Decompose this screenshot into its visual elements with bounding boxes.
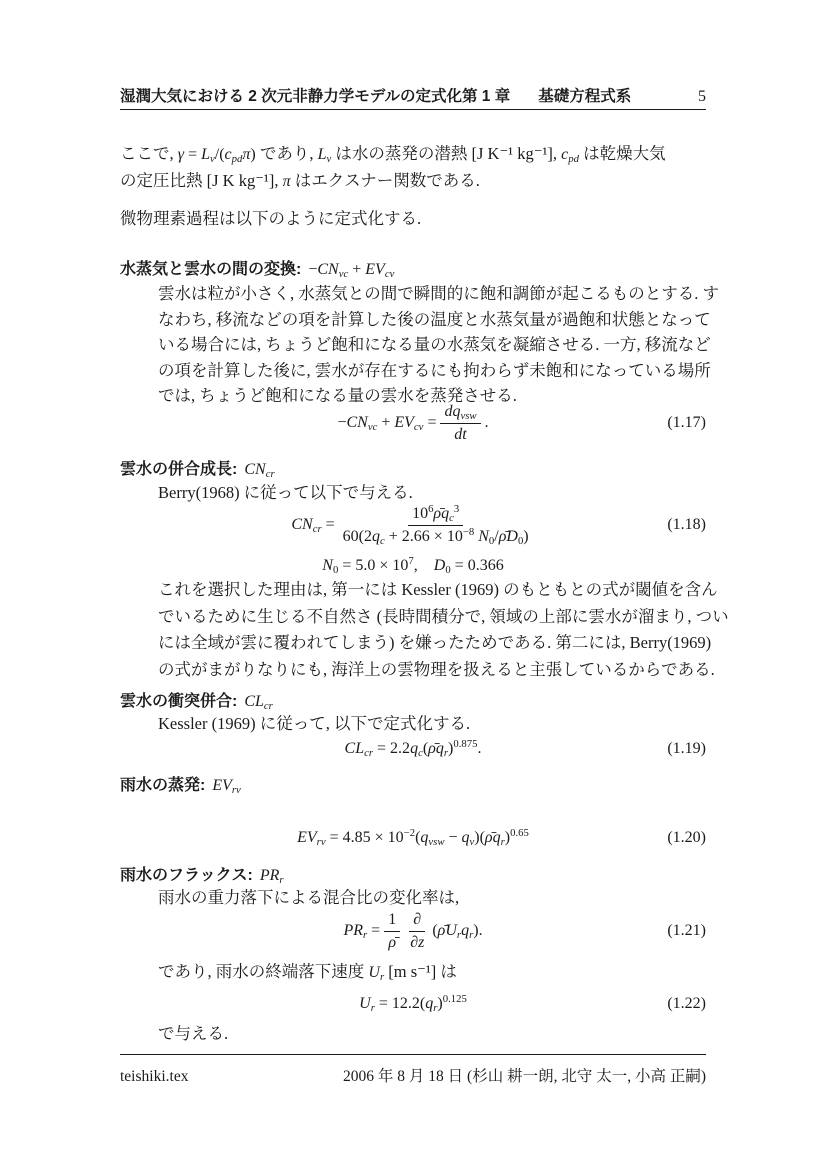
fraction-numerator: $dq_{vsw}$ [440, 402, 480, 423]
paragraph-line [158, 959, 706, 986]
equation-expression: $EV_{rv} = 4.85 \times 10^{-2}(q_{vsw}$ − $q_v)(\rhōq_r)^{0.65}$ [297, 826, 529, 849]
equation-tag: (1.19) [667, 740, 706, 757]
text-run: [m s⁻¹] は [384, 962, 457, 981]
equation-body [120, 908, 706, 954]
equation-constants: $N_0 = 5.0 \times 10^7$, $D_0 = 0.366$ [322, 554, 504, 576]
fraction-numerator: 1 [384, 910, 400, 931]
section-heading-rain-flux [120, 862, 706, 885]
section-heading-label: 雲水の衝突併合: [120, 693, 238, 710]
fraction [384, 910, 400, 951]
equation-tag: (1.20) [667, 829, 706, 846]
paragraph-line: の項を計算した後に, 雲水が存在するにも拘わらず未飽和になっている場所 [158, 360, 711, 380]
paragraph-line: なわち, 移流などの項を計算した後の温度と水蒸気量が過飽和状態となって [158, 309, 711, 329]
text-run: であり, [255, 144, 318, 163]
footer-date-authors: 2006 年 8 月 18 日 (杉山 耕一朗, 北守 太一, 小高 正嗣) [343, 1068, 706, 1085]
section-heading-vapor-cloud-conversion [120, 256, 706, 279]
paragraph-line: では, ちょうど飽和になる量の雲水を蒸発させる. [158, 386, 517, 405]
equation-tag: (1.18) [667, 516, 706, 533]
paragraph-line: Berry(1968) に従って以下で与える. [158, 483, 413, 502]
section-heading-collision-coalescence [120, 688, 706, 711]
equation-body [120, 736, 706, 762]
section5-closing-line [158, 1021, 706, 1047]
section-heading-rain-evaporation [120, 772, 706, 795]
equation-1-22 [120, 991, 706, 1017]
section-heading-label: 水蒸気と雲水の間の変換: [120, 261, 302, 278]
equation-1-19 [120, 736, 706, 762]
paragraph-line [120, 141, 706, 168]
section-heading-cloud-coalescence [120, 456, 706, 479]
section2-body [158, 577, 729, 683]
paragraph-line: Kessler (1969) に従って, 以下で定式化する. [158, 714, 471, 733]
fraction-denominator: $60(2q_c + 2.66 \times 10^{-8}$ $N_0/\rhōD_0$) [342, 525, 529, 547]
page-header [120, 84, 706, 110]
paragraph-line: これを選択した理由は, 第一には Kessler (1969) のもともとの式が閾値を含ん [158, 580, 718, 599]
fraction-numerator: $10^6\rhōq_c^3$ [408, 504, 463, 525]
equation-expression: $CL_{cr}$ = $2.2q_c(\rhōq_r)^{0.875}$. [344, 737, 482, 760]
text-run: は乾燥大気 [578, 144, 666, 163]
equation-tag: (1.22) [667, 995, 706, 1012]
fraction [440, 402, 480, 443]
fraction-denominator: dt [454, 425, 467, 443]
equation-body [120, 825, 706, 851]
paragraph-line: 微物理素過程は以下のように定式化する. [120, 209, 422, 228]
paragraph-line: の式がまがりなりにも, 海洋上の雲物理を扱えると主張しているからである. [158, 659, 715, 679]
section5-intro [158, 885, 706, 911]
math-run: $c_{pd}$ [561, 146, 579, 166]
equation-body [120, 991, 706, 1017]
section5-mid-line [158, 959, 706, 986]
running-title: 湿潤大気における 2 次元非静力学モデルの定式化第 1 章 [120, 88, 511, 105]
paragraph-line: 雲水は粒が小さく, 水蒸気との間で瞬間的に飽和調節が起こるものとする. す [158, 284, 719, 303]
equation-lhs: $-CN_{vc} + EV_{cv}$ = [337, 414, 437, 434]
paragraph-line: には全域が雲に覆われてしまう) を嫌ったためである. 第二には, Berry(1969) [158, 633, 712, 652]
section-heading-label: 雲水の併合成長: [120, 461, 238, 478]
intro-paragraph [120, 141, 706, 194]
fraction [406, 910, 428, 951]
paragraph-line: で与える. [158, 1024, 229, 1043]
equation-body [120, 499, 706, 551]
page-number: 5 [698, 88, 706, 105]
paragraph-line: 雨水の重力落下による混合比の変化率は, [158, 888, 460, 907]
section-heading-math: $CL_{cr}$ [244, 693, 273, 713]
math-run: $U_r$ [368, 964, 385, 984]
paragraph-line: でいるために生じる不自然さ (長時間積分で, 領域の上部に雲水が溜まり, つい [158, 606, 729, 626]
math-run: $L_v$ [317, 146, 332, 166]
paragraph-line [120, 168, 706, 195]
text-run: であり, 雨水の終端落下速度 [158, 962, 369, 981]
section-heading-math: $-CN_{vc} + EV_{cv}$ [308, 261, 395, 281]
equation-period: . [484, 414, 489, 431]
equation-expression: $U_r = 12.2(q_r)^{0.125}$ [359, 992, 467, 1015]
section-heading-math: $CN_{cr}$ [244, 461, 275, 481]
equation-lhs: $PR_r$ = [343, 922, 381, 942]
fraction-denominator: ρ̄ [388, 933, 397, 951]
math-run: π [282, 172, 291, 190]
equation-1-18 [120, 499, 706, 551]
equation-1-20 [120, 825, 706, 851]
fraction [339, 504, 533, 545]
fraction-denominator: ∂z [410, 933, 425, 951]
equation-lhs: $CN_{cr}$ = [291, 516, 335, 536]
equation-body [120, 551, 706, 575]
equation-1-21 [120, 908, 706, 954]
text-run: はエクスナー関数である. [290, 170, 480, 190]
text-run: は水の蒸発の潜熱 [J K⁻¹ kg⁻¹], [331, 144, 562, 163]
equation-1-17 [120, 398, 706, 448]
section-heading-label: 雨水の蒸発: [120, 777, 206, 794]
math-run: $\gamma = L_v/(c_{pd}\pi)$ [177, 146, 256, 166]
microphysics-intro-line [120, 206, 706, 232]
equation-tag: (1.21) [667, 922, 706, 939]
paragraph-line: いる場合には, ちょうど飽和になる量の水蒸気を凝縮させる. 一方, 移流など [158, 335, 711, 354]
section-heading-math: $EV_{rv}$ [212, 777, 241, 797]
text-run: の定圧比熱 [J K kg⁻¹], [120, 170, 283, 190]
equation-body [120, 398, 706, 448]
text-run: ここで, [120, 144, 178, 163]
section3-intro [158, 711, 706, 737]
page-footer [120, 1054, 706, 1086]
equation-rhs: $(\rhōU_rq_r)$. [432, 922, 483, 942]
section1-body [158, 281, 719, 409]
equation-tag: (1.17) [667, 414, 706, 431]
fraction-numerator: ∂ [409, 910, 425, 931]
section-heading-math: $PR_r$ [259, 867, 284, 887]
equation-1-18-constants [120, 551, 706, 575]
section-heading-label: 雨水のフラックス: [120, 867, 253, 884]
running-section: 基礎方程式系 [538, 88, 632, 105]
footer-filename: teishiki.tex [120, 1068, 189, 1085]
